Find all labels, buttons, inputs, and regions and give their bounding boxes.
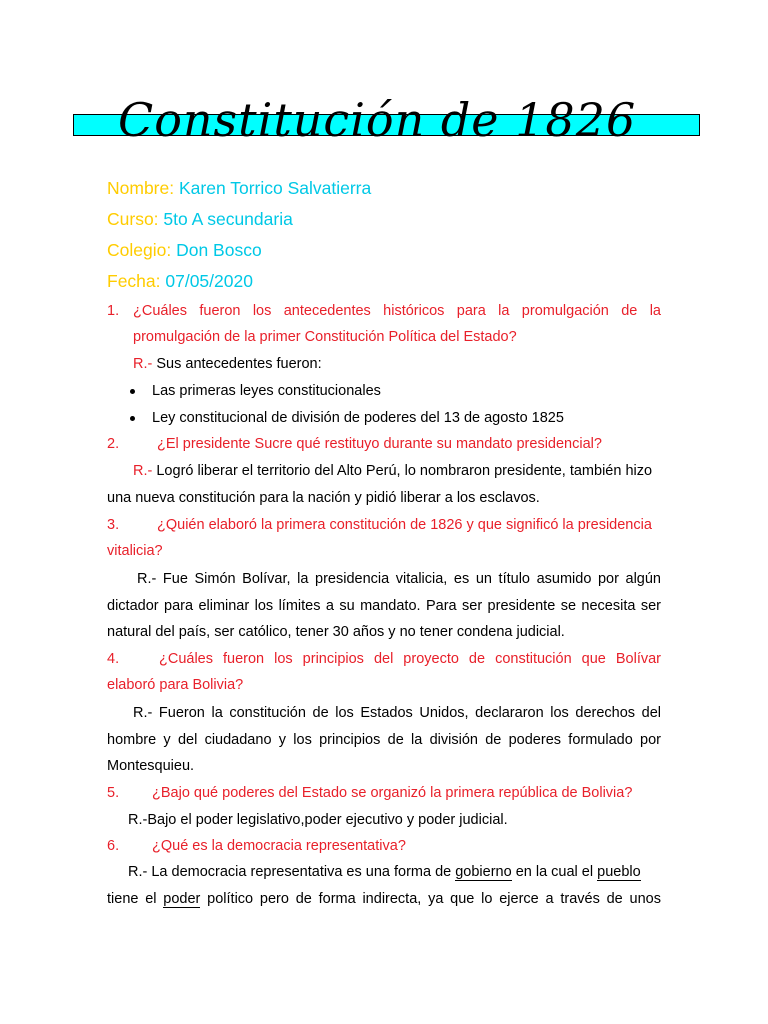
curso-row	[107, 207, 293, 231]
q4-answer-line3: Montesquieu.	[107, 758, 195, 774]
poder-link[interactable]: poder	[163, 891, 201, 907]
q1-bullet-item: Ley constitucional de división de poderes del 13 de agosto 1825	[152, 410, 564, 426]
q5-question: ¿Bajo qué poderes del Estado se organizó la primera república de Bolivia?	[152, 785, 633, 801]
pueblo-link[interactable]: pueblo	[597, 864, 641, 880]
q5-answer: R.-Bajo el poder legislativo,poder ejecutivo y poder judicial.	[128, 812, 508, 828]
nombre-label: Nombre:	[107, 178, 175, 198]
colegio-row	[107, 238, 262, 262]
q3-answer-line3: natural del país, ser católico, tener 30 años y no tener condena judicial.	[107, 624, 565, 640]
q4-question-line1: ¿Cuáles fueron los principios del proyecto de constitución que Bolívar	[159, 651, 661, 667]
q1-answer-intro	[133, 354, 322, 374]
q4-answer-line2: hombre y del ciudadano y los principios de la división de poderes formulado por	[107, 732, 661, 748]
curso-value: 5to A secundaria	[163, 209, 293, 229]
bullet-dot	[130, 416, 135, 421]
q2-answer-prefix: R.-	[133, 463, 153, 479]
q1-bullet-item: Las primeras leyes constitucionales	[152, 383, 381, 399]
nombre-row	[107, 176, 371, 200]
q6-answer-text: R.- La democracia representativa es una forma de	[128, 864, 456, 880]
q2-number: 2.	[107, 436, 120, 452]
q4-answer-line1: R.- Fueron la constitución de los Estados Unidos, declararon los derechos del	[133, 705, 661, 721]
q3-question-line1: ¿Quién elaboró la primera constitución de 1826 y que significó la presidencia	[157, 517, 652, 533]
q1-question-line2: promulgación de la primer Constitución Política del Estado?	[133, 329, 517, 345]
q3-answer-line1: R.- Fue Simón Bolívar, la presidencia vitalicia, es un título asumido por algún	[137, 571, 661, 587]
bullet-dot	[130, 389, 135, 394]
q6-answer-text: en la cual el	[511, 864, 598, 880]
q6-answer-text: político pero de forma indirecta, ya que lo ejerce a través de unos	[200, 891, 661, 907]
curso-label: Curso:	[107, 209, 159, 229]
q2-question: ¿El presidente Sucre qué restituyo durante su mandato presidencial?	[157, 436, 602, 452]
colegio-value: Don Bosco	[176, 240, 262, 260]
q1-answer-prefix: R.-	[133, 356, 153, 372]
document-title: Constitución de 1826	[118, 93, 637, 147]
q6-answer-line1	[128, 862, 641, 882]
q4-question-line2: elaboró para Bolivia?	[107, 677, 244, 693]
q1-number: 1.	[107, 303, 120, 319]
q6-number: 6.	[107, 838, 120, 854]
q2-answer-line2: una nueva constitución para la nación y pidió liberar a los esclavos.	[107, 490, 540, 506]
fecha-value: 07/05/2020	[165, 271, 253, 291]
gobierno-link[interactable]: gobierno	[455, 864, 512, 880]
q2-answer-text: Logró liberar el territorio del Alto Perú, lo nombraron presidente, también hizo	[152, 463, 653, 479]
q5-number: 5.	[107, 785, 120, 801]
q6-question: ¿Qué es la democracia representativa?	[152, 838, 406, 854]
q4-number: 4.	[107, 651, 120, 667]
q3-answer-line2: dictador para eliminar los límites a su mandato. Para ser presidente se necesita ser	[107, 598, 661, 614]
colegio-label: Colegio:	[107, 240, 172, 260]
q1-answer-text: Sus antecedentes fueron:	[152, 356, 322, 372]
q6-answer-line2	[107, 889, 661, 909]
nombre-value: Karen Torrico Salvatierra	[178, 178, 372, 198]
fecha-label: Fecha:	[107, 271, 161, 291]
q2-answer-line1	[133, 461, 652, 481]
q3-question-line2: vitalicia?	[107, 543, 163, 559]
fecha-row	[107, 269, 253, 293]
q6-answer-text: tiene el	[107, 891, 164, 907]
q1-question-line1: ¿Cuáles fueron los antecedentes históricos para la promulgación de la	[133, 303, 661, 319]
q3-number: 3.	[107, 517, 120, 533]
